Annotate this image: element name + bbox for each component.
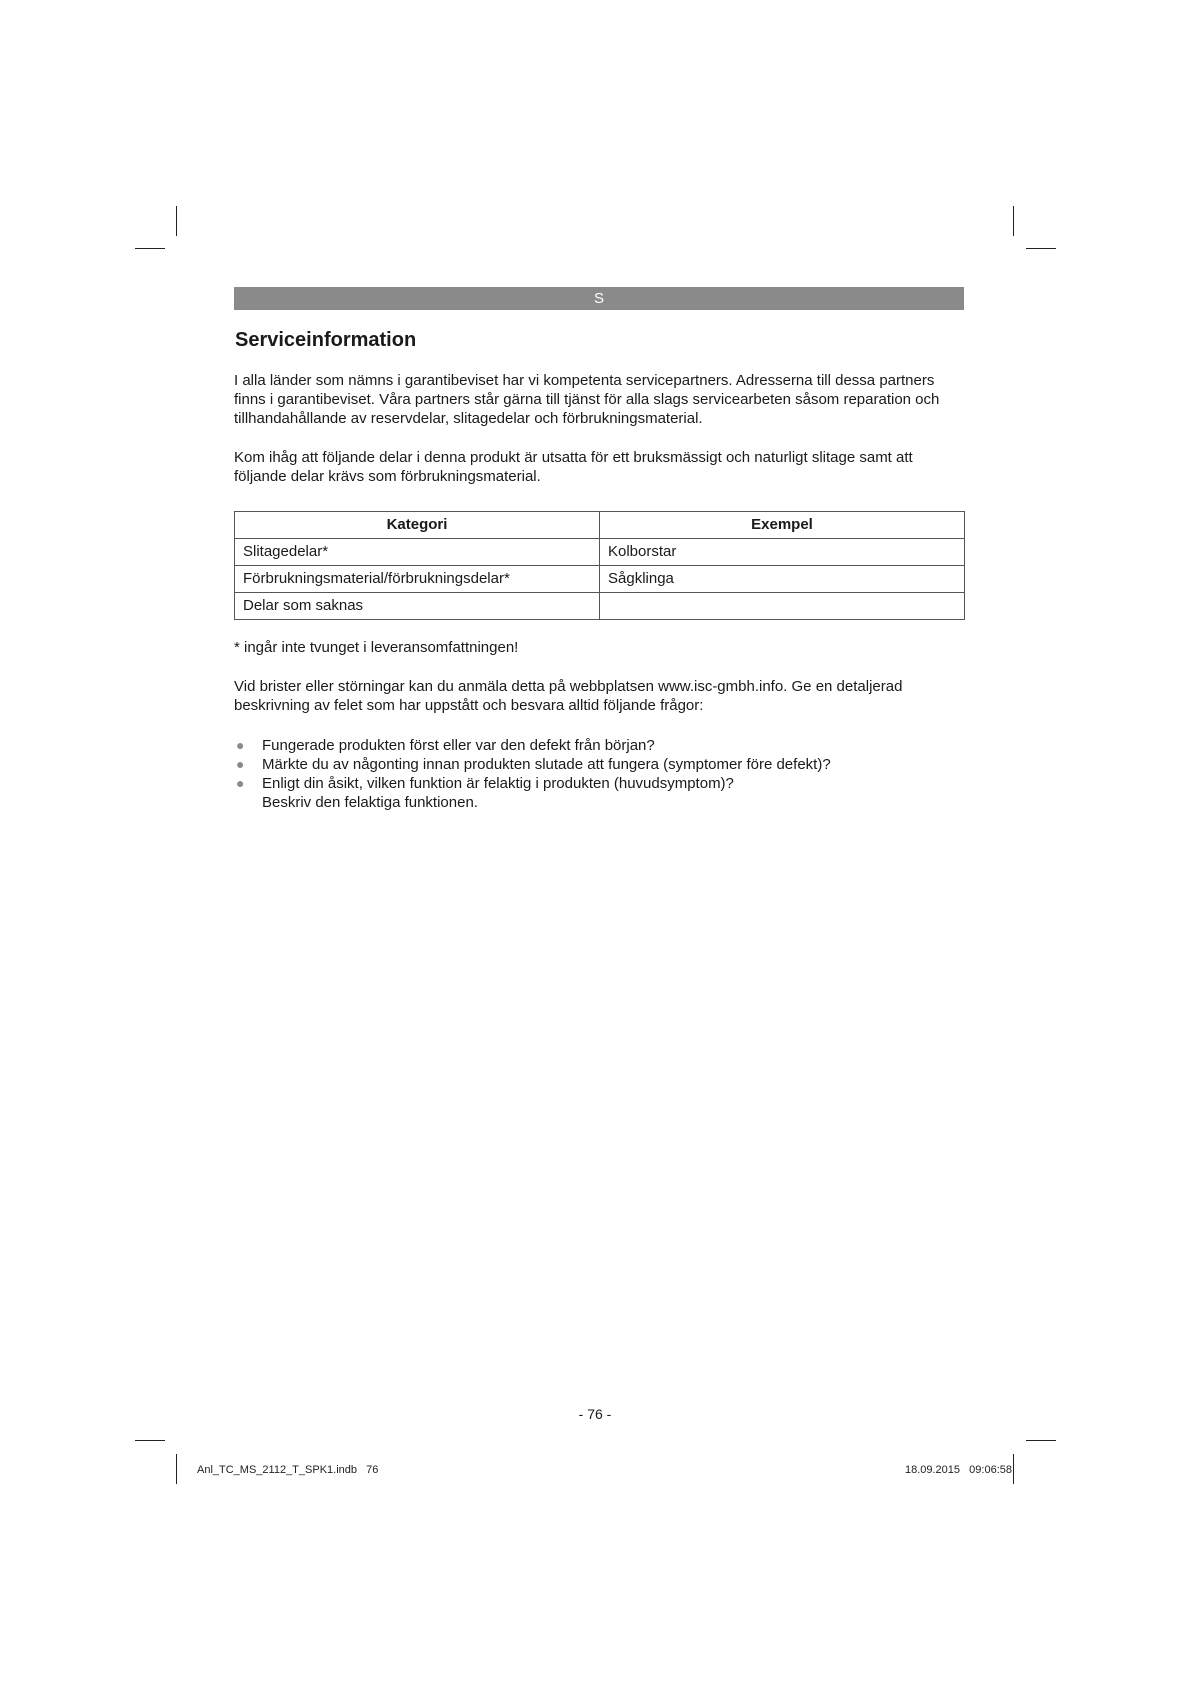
table-cell-category: Delar som saknas <box>235 593 600 620</box>
table-cell-category: Slitagedelar* <box>235 539 600 566</box>
contact-paragraph: Vid brister eller störningar kan du anmäla detta på webbplatsen www.isc-gmbh.info. Ge en detaljerad beskrivning av felet som har uppstått och besvara alltid följande frågor: <box>234 678 903 714</box>
table-row <box>235 593 965 620</box>
bullet-icon: ● <box>236 775 245 791</box>
crop-mark <box>1026 248 1056 249</box>
question-text: Märkte du av någonting innan produkten slutade att fungera (symptomer före defekt)? <box>262 756 831 773</box>
question-text: Fungerade produkten först eller var den defekt från början? <box>262 737 655 754</box>
table-cell-example: Sågklinga <box>600 566 965 593</box>
column-header-example: Exempel <box>600 512 965 539</box>
language-code: S <box>593 290 604 307</box>
footnote: * ingår inte tvunget i leveransomfattningen! <box>234 639 519 656</box>
table-header-row <box>235 512 965 539</box>
crop-mark <box>1026 1440 1056 1441</box>
table-cell-example <box>600 593 965 620</box>
wear-parts-table <box>234 511 965 620</box>
column-header-category: Kategori <box>235 512 600 539</box>
crop-mark <box>176 1454 177 1484</box>
table-cell-example: Kolborstar <box>600 539 965 566</box>
page-title: Serviceinformation <box>235 329 417 351</box>
question-text: Enligt din åsikt, vilken funktion är felaktig i produkten (huvudsymptom)? <box>262 775 734 792</box>
crop-mark <box>1013 1454 1014 1484</box>
wear-parts-paragraph: Kom ihåg att följande delar i denna produkt är utsatta för ett bruksmässigt och naturligt slitage samt att följande delar krävs som förbrukningsmaterial. <box>234 449 913 485</box>
crop-mark <box>1013 206 1014 236</box>
list-item <box>234 736 964 755</box>
footer-timestamp: 18.09.2015 09:06:58 <box>904 1464 1012 1476</box>
table-row <box>235 539 965 566</box>
list-item <box>234 755 964 774</box>
crop-mark <box>135 248 165 249</box>
question-followup: Beskriv den felaktiga funktionen. <box>262 794 478 811</box>
list-item <box>234 774 964 812</box>
table-cell-category: Förbrukningsmaterial/förbrukningsdelar* <box>235 566 600 593</box>
crop-mark <box>176 206 177 236</box>
bullet-icon: ● <box>236 737 245 753</box>
page-number: - 76 - <box>578 1406 612 1422</box>
language-header-bar <box>234 287 964 310</box>
questions-list <box>234 736 964 812</box>
crop-mark <box>135 1440 165 1441</box>
table-row <box>235 566 965 593</box>
bullet-icon: ● <box>236 756 245 772</box>
footer-filename: Anl_TC_MS_2112_T_SPK1.indb 76 <box>197 1464 379 1476</box>
intro-paragraph: I alla länder som nämns i garantibeviset har vi kompetenta servicepartners. Adresserna till dessa partners finns i garantibeviset. Våra partners står gärna till tjänst för alla slags servicearbeten såsom reparation och tillhandahållande av reservdelar, slitagedelar och förbrukningsmaterial. <box>234 372 940 427</box>
